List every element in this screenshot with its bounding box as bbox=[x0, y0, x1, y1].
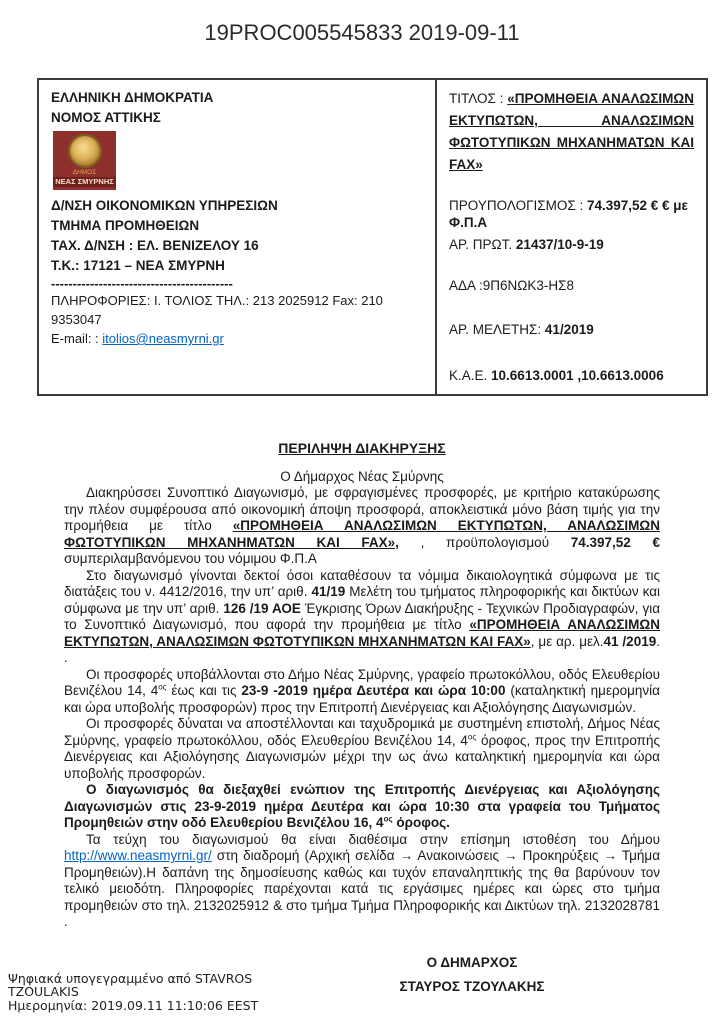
text-run: όροφος, προς την Επιτροπής Διενέργειας και Αξιολόγησης Διαγωνισμών μέχρι την ως άνω καταληκτική ημερομηνία και ώρα υποβολής προσφορών. bbox=[64, 732, 660, 781]
body-paragraphs bbox=[64, 485, 660, 931]
email-line bbox=[51, 329, 425, 348]
authority-line: ΝΟΜΟΣ ΑΤΤΙΚΗΣ bbox=[51, 110, 161, 125]
document-code: 19PROC005545833 2019-09-11 bbox=[204, 20, 520, 45]
municipality-logo bbox=[53, 131, 116, 190]
text-run: συμπεριλαμβανόμενου του νόμιμου Φ.Π.Α bbox=[64, 551, 317, 566]
document-body bbox=[64, 440, 660, 999]
authority-line: ΕΛΛΗΝΙΚΗ ΔΗΜΟΚΡΑΤΙΑ bbox=[51, 90, 214, 105]
text-run: Ο διαγωνισμός θα διεξαχθεί ενώπιον της Επιτροπής Διενέργειας και Αξιολόγησης Διαγωνισμών στις 23-9-2019 ημέρα Δευτέρα και ώρα 10:30 στα γραφεία του Τμήματος Προμηθειών στην οδό Ελευθερίου Βενιζέλου 16, 4 bbox=[64, 782, 660, 830]
kae-label: Κ.Α.Ε. bbox=[449, 368, 488, 383]
study-value: 41/2019 bbox=[544, 322, 594, 337]
text-run: «ΠΡΟΜΗΘΕΙΑ ΑΝΑΛΩΣΙΜΩΝ ΕΚΤΥΠΩΤΩΝ, ΑΝΑΛΩΣΙΜΩΝ ΦΩΤΟΤΥΠΙΚΩΝ ΜΗΧΑΝΗΜΑΤΩΝ ΚΑΙ FAX», bbox=[64, 518, 660, 550]
digital-signature-line: Ημερομηνία: 2019.09.11 11:10:06 EEST bbox=[8, 997, 259, 1013]
body-paragraph bbox=[64, 832, 660, 931]
digital-signature-line: TZOULAKIS bbox=[8, 984, 79, 999]
body-paragraph bbox=[64, 485, 660, 568]
study-number-line bbox=[449, 321, 694, 338]
protocol-label: ΑΡ. ΠΡΩΤ. bbox=[449, 237, 513, 252]
text-run: Μελέτη του τμήματος πληροφορικής και δικτύων και σύμφωνα με την υπ’ αριθ. bbox=[64, 584, 661, 616]
text-run: Τα τεύχη του διαγωνισμού θα είναι διαθέσιμα στην επίσημη ιστοθέση του Δήμου bbox=[86, 831, 660, 847]
text-run: ος bbox=[467, 732, 477, 741]
text-run: «ΠΡΟΜΗΘΕΙΑ ΑΝΑΛΩΣΙΜΩΝ ΕΚΤΥΠΩΤΩΝ, ΑΝΑΛΩΣΙΜΩΝ ΦΩΤΟΤΥΠΙΚΩΝ ΜΗΧΑΝΗΜΑΤΩΝ ΚΑΙ FAX» bbox=[64, 617, 661, 649]
text-run: Οι προσφορές υποβάλλονται στο Δήμο Νέας Σμύρνης, γραφείο πρωτοκόλλου, οδός Ελευθερίου Βενιζέλου 14, 4 bbox=[64, 666, 660, 698]
kae-line bbox=[449, 367, 694, 384]
text-run: στη διαδρομή (Αρχική σελίδα → Ανακοινώσεις → Προκηρύξεις → Τμήμα Προμηθειών).Η δαπάνη της δημοσίευσης καθώς και τυχόν επαναληπτικής της θα βαρύνουν τον τελικό μειοδότη. Πληροφορίες παρέχονται κατά τις εργάσιμες ημέρες και ώρες στο τμήμα προμηθειών στο τηλ. 2132025912 & στο τμήμα Τμήμα Πληροφορικής και Δικτύων τηλ. 2132028781 . bbox=[64, 848, 660, 929]
email-label: E-mail: : bbox=[51, 331, 99, 346]
postal-line: Τ.Κ.: 17121 – ΝΕΑ ΣΜΥΡΝΗ bbox=[51, 258, 225, 273]
department-line: ΤΜΗΜΑ ΠΡΟΜΗΘΕΙΩΝ bbox=[51, 218, 200, 233]
budget-label: ΠΡΟΥΠΟΛΟΓΙΣΜΟΣ : bbox=[449, 198, 584, 213]
text-run: όροφος. bbox=[392, 815, 450, 830]
protocol-line bbox=[449, 236, 694, 253]
body-paragraph bbox=[64, 716, 660, 782]
text-run: 41/19 bbox=[311, 584, 346, 599]
text-run: 23-9 -2019 ημέρα Δευτέρα και ώρα 10:00 bbox=[241, 683, 506, 698]
title-label: ΤΙΤΛΟΣ : bbox=[449, 91, 504, 106]
logo-text-bottom: ΝΕΑΣ ΣΜΥΡΝΗΣ bbox=[55, 177, 114, 186]
email-link[interactable]: itolios@neasmyrni.gr bbox=[102, 331, 224, 346]
contact-line: ΠΛΗΡΟΦΟΡΙΕΣ: Ι. ΤΟΛΙΟΣ ΤΗΛ.: 213 2025912 Fax: 210 9353047 bbox=[51, 293, 383, 327]
summary-title: ΠΕΡΙΛΗΨΗ ΔΙΑΚΗΡΥΞΗΣ bbox=[278, 440, 446, 456]
municipal-seal-icon bbox=[68, 134, 102, 168]
hyperlink[interactable]: http://www.neasmyrni.gr/ bbox=[64, 848, 212, 863]
issuing-authority-block bbox=[39, 80, 437, 394]
signature-block bbox=[372, 951, 572, 999]
text-run: ος bbox=[383, 814, 393, 824]
address-line: ΤΑΧ. Δ/ΝΣΗ : ΕΛ. ΒΕΝΙΖΕΛΟΥ 16 bbox=[51, 238, 259, 253]
department-line: Δ/ΝΣΗ ΟΙΚΟΝΟΜΙΚΩΝ ΥΠΗΡΕΣΙΩΝ bbox=[51, 198, 278, 213]
title-value: «ΠΡΟΜΗΘΕΙΑ ΑΝΑΛΩΣΙΜΩΝ ΕΚΤΥΠΩΤΩΝ, ΑΝΑΛΩΣΙΜΩΝ ΦΩΤΟΤΥΠΙΚΩΝ ΜΗΧΑΝΗΜΑΤΩΝ ΚΑΙ FAX» bbox=[449, 91, 694, 172]
text-run: ος bbox=[158, 682, 167, 692]
budget-line bbox=[449, 197, 694, 231]
digital-signature-line: Ψηφιακά υπογεγραμμένο από STAVROS bbox=[8, 970, 253, 986]
body-paragraph bbox=[64, 568, 660, 667]
text-run: Οι προσφορές δύναται να αποστέλλονται και ταχυδρομικά με συστημένη επιστολή, Δήμος Νέας Σμύρνης, γραφείο πρωτοκόλλου, οδός Ελευθερίου Βενιζέλου 14, 4 bbox=[64, 716, 660, 748]
procurement-title bbox=[449, 88, 694, 176]
text-run: (καταληκτική ημερομηνία και ώρα υποβολής προσφορών) προς την Επιτροπή Διενέργειας και Αξιολόγησης Διαγωνισμών. bbox=[64, 683, 660, 715]
procurement-meta-block bbox=[437, 80, 706, 394]
signature-name: ΣΤΑΥΡΟΣ ΤΖΟΥΛΑΚΗΣ bbox=[399, 978, 545, 994]
text-run: Έγκρισης Όρων Διακήρυξης - Τεχνικών Προδιαγραφών, για το Συνοπτικό Διαγωνισμό, που αφορά την προμήθεια με τίτλο bbox=[64, 600, 661, 632]
logo-text-top: ΔΗΜΟΣ bbox=[72, 169, 97, 176]
body-paragraph bbox=[64, 782, 660, 832]
body-paragraph bbox=[64, 667, 660, 717]
text-run: 126 /19 ΑΟΕ bbox=[223, 600, 301, 616]
mayor-subtitle: Ο Δήμαρχος Νέας Σμύρνης bbox=[280, 468, 444, 484]
text-run: . . bbox=[64, 633, 660, 665]
text-run: έως και τις bbox=[166, 683, 242, 698]
divider-dashes: ------------------------------------------ bbox=[51, 276, 233, 291]
header-info-table bbox=[37, 78, 708, 396]
signature-role: Ο ΔΗΜΑΡΧΟΣ bbox=[426, 954, 518, 970]
study-label: ΑΡ. ΜΕΛΕΤΗΣ: bbox=[449, 322, 542, 337]
text-run: , προϋπολογισμού bbox=[398, 534, 571, 550]
text-run: Διακηρύσσει Συνοπτικό Διαγωνισμό, με σφραγισμένες προσφορές, με κριτήριο κατακύρωσης την πλέον συμφέρουσα από οικονομική άποψη προσφορά, αποκλειστικά μόνο βάση τιμής για την προμήθεια με τίτλο bbox=[64, 485, 660, 533]
text-run: , με αρ. μελ. bbox=[530, 633, 604, 649]
kae-value: 10.6613.0001 ,10.6613.0006 bbox=[491, 368, 664, 383]
digital-signature-note bbox=[8, 972, 268, 1013]
text-run: 41 /2019 bbox=[603, 633, 657, 649]
protocol-value: 21437/10-9-19 bbox=[515, 237, 604, 252]
ada-line: ΑΔΑ :9Π6ΝΩΚ3-ΗΣ8 bbox=[449, 278, 575, 293]
budget-value: 74.397,52 € € με Φ.Π.Α bbox=[449, 198, 688, 230]
text-run: 74.397,52 € bbox=[570, 534, 660, 550]
text-run: Στο διαγωνισμό γίνονται δεκτοί όσοι καταθέσουν τα νόμιμα δικαιολογητικά σύμφωνα με τις διατάξεις του ν. 4412/2016, την υπ’ αριθ. bbox=[64, 567, 660, 599]
